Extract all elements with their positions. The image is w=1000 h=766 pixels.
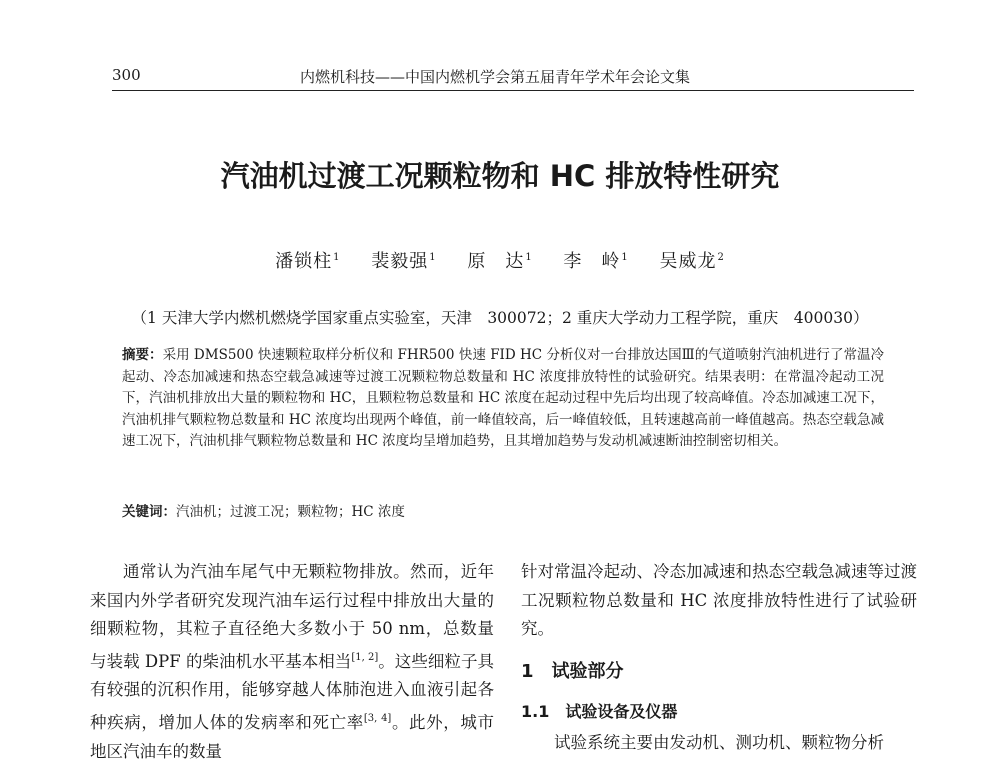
- author: 潘锁柱$^1$: [275, 251, 341, 272]
- citation: [3, 4]: [363, 712, 392, 724]
- keywords: [122, 502, 884, 523]
- author: 吴威龙$^2$: [659, 251, 725, 272]
- paragraph: 试验系统主要由发动机、测功机、颗粒物分析: [554, 732, 884, 752]
- abstract-label: 摘要：: [122, 347, 163, 363]
- running-header: [112, 60, 914, 91]
- paper-title: 汽油机过渡工况颗粒物和 HC 排放特性研究: [220, 159, 780, 193]
- running-title: 内燃机科技——中国内燃机学会第五届青年学术年会论文集: [300, 68, 691, 86]
- author: 裴毅强$^1$: [371, 251, 437, 272]
- page-number: 300: [112, 66, 141, 84]
- abstract-text: 采用 DMS500 快速颗粒取样分析仪和 FHR500 快速 FID HC 分析仪对一台排放达国Ⅲ的气道喷射汽油机进行了常温冷起动、冷态加减速和热态空载急减速等过渡工况颗粒物总数量和 HC 浓度排放特性的试验研究。结果表明：在常温冷起动工况下，汽油机排放出大量的颗粒物和 HC，且颗粒物总数量和 HC 浓度在起动过程中先后均出现了较高峰值。冷态加减速工况下，汽油机排气颗粒物总数量和 HC 浓度均出现两个峰值，前一峰值较高，后一峰值较低，且转速越高前一峰值越高。热态空载急减速工况下，汽油机排气颗粒物总数量和 HC 浓度均呈增加趋势，且其增加趋势与发动机减速断油控制密切相关。: [122, 347, 885, 449]
- subsection-heading: 1.1 试验设备及仪器: [521, 702, 678, 722]
- body-column-left: [90, 558, 494, 766]
- author: 原 达$^1$: [467, 251, 533, 272]
- keywords-label: 关键词：: [122, 504, 176, 520]
- section-heading: 1 试验部分: [521, 660, 624, 682]
- author-list: [0, 247, 1000, 273]
- abstract: [122, 345, 884, 453]
- body-column-right: [521, 558, 917, 758]
- author: 李 岭$^1$: [563, 251, 629, 272]
- affiliations: （1 天津大学内燃机燃烧学国家重点实验室，天津 300072；2 重庆大学动力工程学院，重庆 400030）: [131, 309, 869, 327]
- citation: [1, 2]: [351, 651, 379, 663]
- paragraph: 针对常温冷起动、冷态加减速和热态空载急减速等过渡工况颗粒物总数量和 HC 浓度排放特性进行了试验研究。: [521, 562, 917, 639]
- paragraph: 通常认为汽油车尾气中无颗粒物排放。然而，近年来国内外学者研究发现汽油车运行过程中排放出大量的细颗粒物，其粒子直径绝大多数小于 50 nm，总数量与装载 DPF 的柴油机水平基本相当[1, 2]。这些细粒子具有较强的沉积作用，能够穿越人体肺泡进入血液引起各种疾病，增加人体的发病率和死亡率[3, 4]。此外，城市地区汽油车的数量: [90, 562, 495, 761]
- keywords-text: 汽油机；过渡工况；颗粒物；HC 浓度: [176, 504, 405, 520]
